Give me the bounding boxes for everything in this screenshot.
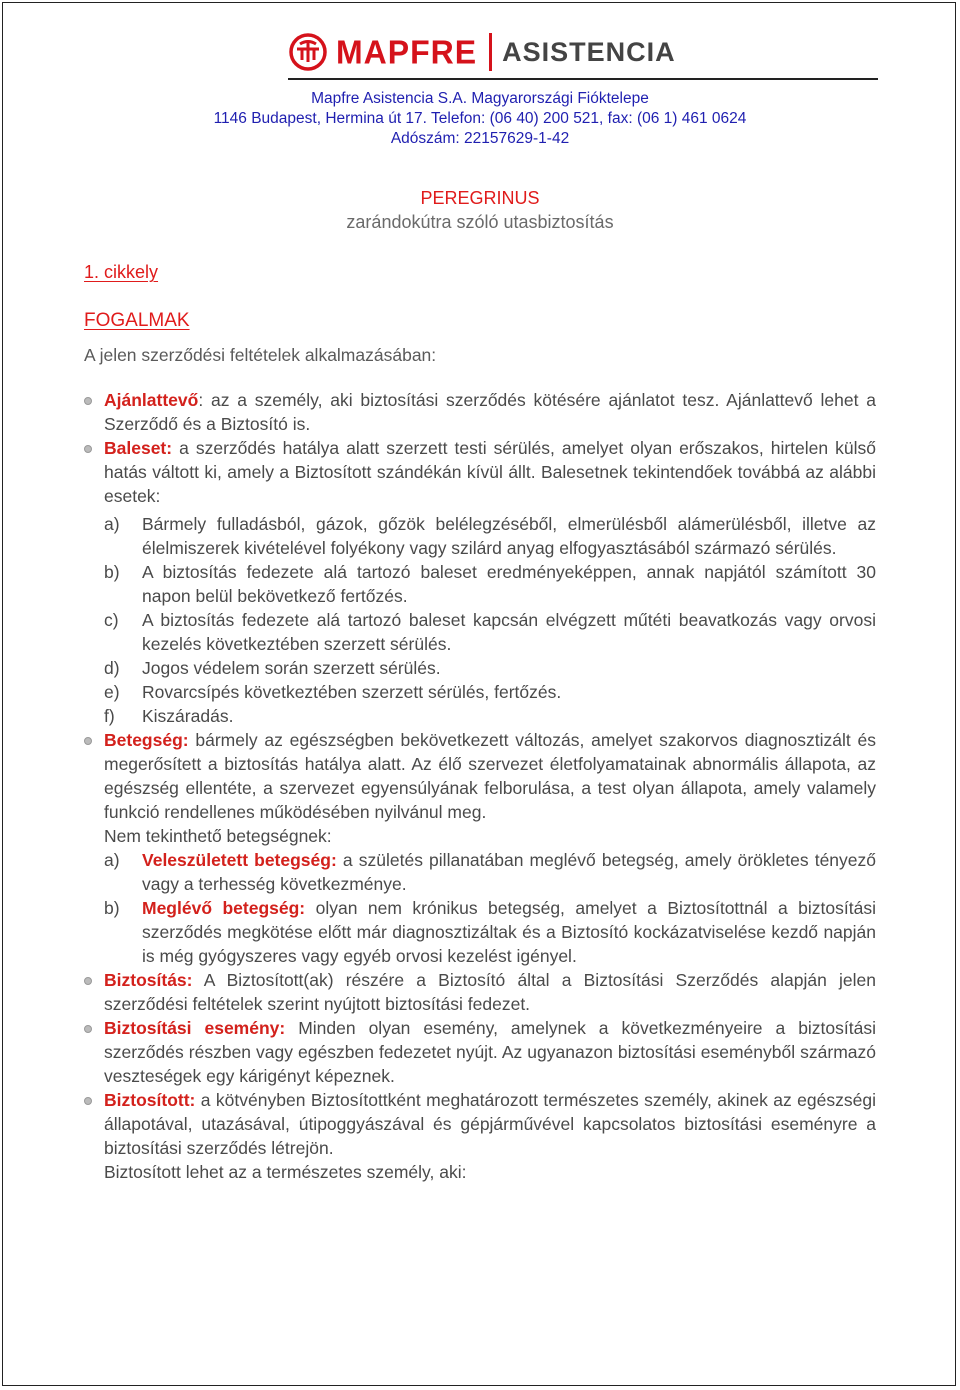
list-item: b) Meglévő betegség: olyan nem krónikus betegség, amelyet a Biztosítottnál a biztosítási szerződés megkötése előtt már diagnosztizáltak és a Biztosító kockázatviselése kezdő napján is még gyógyszeres vagy egyéb orvosi kezelést igényel.	[104, 898, 876, 966]
definition-term: Biztosítási esemény:	[104, 1018, 286, 1038]
bullet-icon	[84, 397, 92, 405]
bullet-icon	[84, 737, 92, 745]
definition-term: Biztosítás:	[104, 970, 193, 990]
list-item: f) Kiszáradás.	[104, 706, 234, 726]
definition-term: Betegség:	[104, 730, 189, 750]
bullet-icon	[84, 445, 92, 453]
section-heading: FOGALMAK	[84, 310, 190, 331]
definition-term: Biztosított:	[104, 1090, 196, 1110]
list-item: b) A biztosítás fedezete alá tartozó baleset eredményeképpen, annak napjától számított 30 napon belül bekövetkező fertőzés.	[104, 562, 876, 606]
address-line-tax: Adószám: 22157629-1-42	[390, 130, 570, 147]
mapfre-emblem-icon	[288, 32, 328, 72]
definition-text: a szerződés hatálya alatt szerzett testi sérülés, amelyet olyan erőszakos, hirtelen külső hatás váltott ki, amely a Biztosított szándékán kívül állt. Balesetnek tekintendőek továbbá az alábbi esetek:	[104, 438, 876, 506]
header-rule	[288, 78, 878, 80]
bullet-icon	[84, 977, 92, 985]
intro-text: A jelen szerződési feltételek alkalmazásában:	[84, 345, 437, 365]
definition-text: : az a személy, aki biztosítási szerződés kötésére ajánlatot tesz. Ajánlattevő lehet a Szerződő és a Biztosító is.	[104, 390, 876, 434]
definition-term: Ajánlattevő	[104, 390, 199, 410]
list-item: d) Jogos védelem során szerzett sérülés.	[104, 658, 441, 678]
definition-text: A Biztosított(ak) részére a Biztosító által a Biztosítási Szerződés alapján jelen szerződési feltételek szerint nyújtott biztosítási fedezet.	[104, 970, 876, 1014]
list-item: e) Rovarcsípés következtében szerzett sérülés, fertőzés.	[104, 682, 562, 702]
not-illness-label: Nem tekinthető betegségnek:	[104, 826, 332, 846]
definition-ajanlattevo	[84, 388, 876, 436]
definition-text: a kötvényben Biztosítottként meghatározott természetes személy, akinek az egészségi állapotával, utazásával, útipoggyászával és gépjárművével kapcsolatos biztosítási eseményre a biztosítási szerződés létrejön.	[104, 1090, 876, 1158]
bullet-icon	[84, 1025, 92, 1033]
definition-baleset	[84, 436, 876, 728]
logo-brand: MAPFRE	[336, 32, 478, 71]
article-heading: 1. cikkely	[84, 262, 159, 282]
list-item: a) Veleszületett betegség: a születés pillanatában meglévő betegség, amely örökletes tényező vagy a terhesség következménye.	[104, 850, 876, 894]
logo-separator	[489, 33, 492, 71]
list-item: c) A biztosítás fedezete alá tartozó baleset kapcsán elvégzett műtéti beavatkozás vagy orvosi kezelés következtében szerzett sérülés.	[104, 610, 876, 654]
company-address	[0, 89, 960, 149]
bullet-icon	[84, 1097, 92, 1105]
list-item: a) Bármely fulladásból, gázok, gőzök belélegzéséből, elmerülésből alámerülésből, illetve az élelmiszerek kivételével folyékony vagy szilárd anyag elfogyasztásából származó sérülés.	[104, 514, 876, 558]
definition-term: Baleset:	[104, 438, 173, 458]
definition-text: bármely az egészségben bekövetkezett változás, amelyet szakorvos diagnosztizált és megerősített a biztosítás hatálya alatt. Az élő szervezet életfolyamatainak abnormális állapota, az egészség ellentéte, a szervezet egyensúlyának felborulása, a test olyan állapota, amely valamely funkció rendellenes működésében nyilvánul meg.	[104, 730, 876, 822]
definition-extra: Biztosított lehet az a természetes személy, aki:	[104, 1162, 467, 1182]
logo-division: ASISTENCIA	[502, 36, 676, 67]
definition-biztositott	[84, 1088, 876, 1184]
address-line-company: Mapfre Asistencia S.A. Magyarországi Fióktelepe	[311, 90, 649, 107]
document-title: PEREGRINUS	[420, 188, 540, 208]
header-logo	[288, 30, 676, 74]
address-line-contact: 1146 Budapest, Hermina út 17. Telefon: (06 40) 200 521, fax: (06 1) 461 0624	[213, 110, 747, 127]
definitions-list	[84, 388, 876, 1184]
definition-biztositas	[84, 968, 876, 1016]
definition-biztositasi-esemeny	[84, 1016, 876, 1088]
definition-betegseg	[84, 728, 876, 968]
definition-text: Minden olyan esemény, amelynek a következményeire a biztosítási szerződés részben vagy egészben fedezetet nyújt. Az ugyanazon biztosítási eseményből származó veszteségek egy kárigényt képeznek.	[104, 1018, 877, 1086]
document-subtitle: zarándokútra szóló utasbiztosítás	[346, 212, 614, 232]
